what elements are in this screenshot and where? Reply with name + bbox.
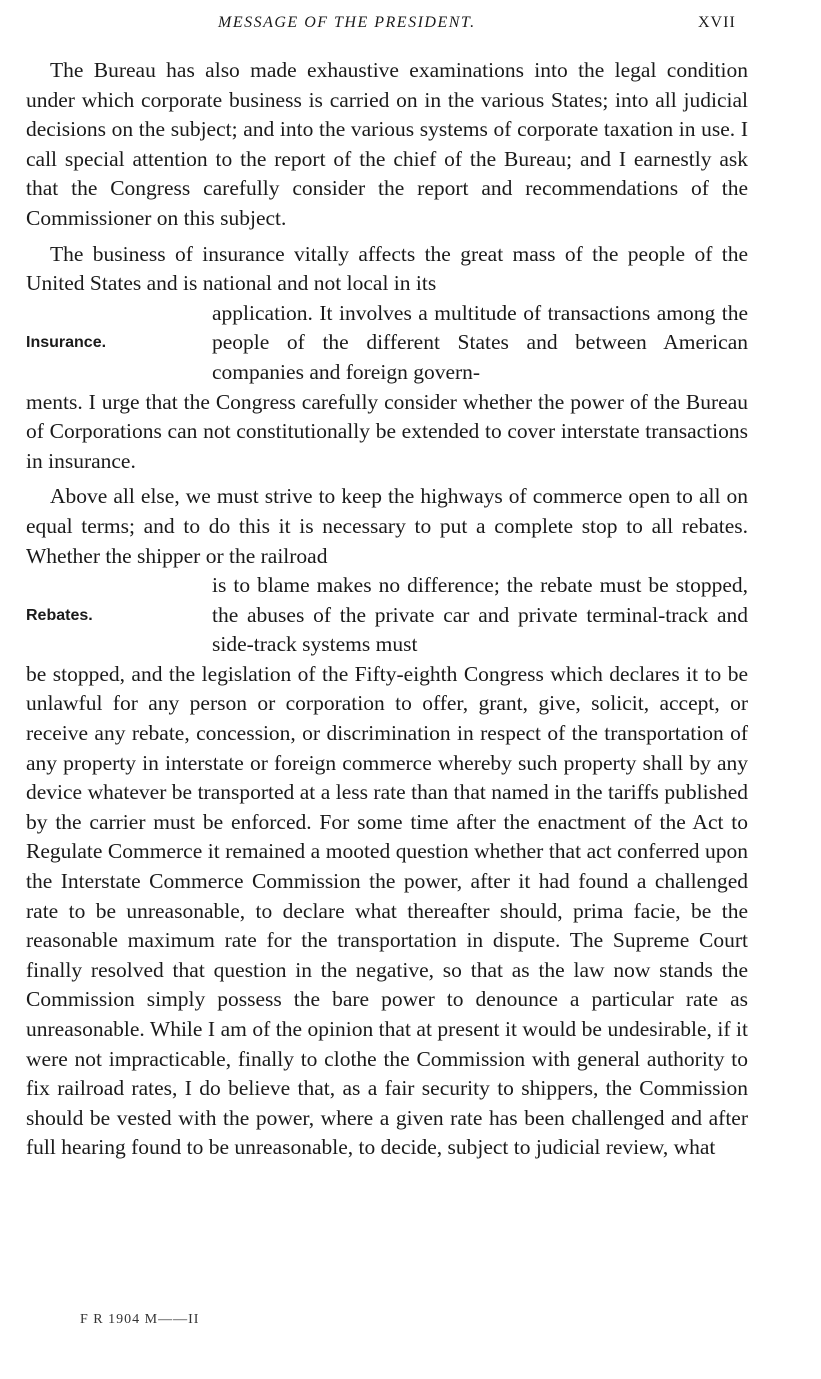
rebates-sidenote-block xyxy=(26,571,748,660)
paragraph-insurance-end: ments. I urge that the Congress carefully consider whether the power of the Bureau of Corporations can not constitutionally be extended to cover interstate transactions in insurance. xyxy=(26,389,748,473)
body-text xyxy=(26,56,748,1163)
paragraph-rebates-start: Above all else, we must strive to keep the highways of commerce open to all on equal terms; and to do this it is necessary to put a complete stop to all rebates. Whether the shipper or the railroad xyxy=(26,484,748,568)
sidenote-insurance: Insurance. xyxy=(26,334,107,352)
header-title: MESSAGE OF THE PRESIDENT. xyxy=(218,14,476,31)
signature-mark: F R 1904 M——II xyxy=(80,1312,200,1327)
paragraph-insurance-start: The business of insurance vitally affects the great mass of the people of the United States and is national and not local in its xyxy=(26,241,748,296)
paragraph-insurance-middle: application. It involves a multitude of transactions among the people of the different States and between American companies and foreign govern- xyxy=(212,300,748,384)
running-header xyxy=(0,12,821,38)
page-number: XVII xyxy=(698,14,736,31)
paragraph-bureau: The Bureau has also made exhaustive examinations into the legal condition under which corporate business is carried on in the various States; into all judicial decisions on the subject; and into the various systems of corporate taxation in use. I call special attention to the report of the chief of the Bureau; and I earnestly ask that the Congress carefully consider the report and recommendations of the Commissioner on this subject. xyxy=(26,58,748,230)
paragraph-rebates-middle: is to blame makes no difference; the rebate must be stopped, the abuses of the private car and private terminal-track and side-track systems must xyxy=(212,573,748,657)
sidenote-rebates: Rebates. xyxy=(26,606,93,624)
insurance-sidenote-block xyxy=(26,299,748,388)
paragraph-rebates-end: be stopped, and the legislation of the Fifty-eighth Congress which declares it to be unlawful for any person or corporation to offer, grant, give, solicit, accept, or receive any rebate, concession, or discrimination in respect of the transportation of any property in interstate or foreign commerce whereby such property shall by any device whatever be transported at a less rate than that named in the tariffs published by the carrier must be enforced. For some time after the enactment of the Act to Regulate Commerce it remained a mooted question whether that act conferred upon the Interstate Commerce Commission the power, after it had found a challenged rate to be unreasonable, to declare what thereafter should, prima facie, be the reasonable maximum rate for the transportation in dispute. The Supreme Court finally resolved that question in the negative, so that as the law now stands the Commission simply possess the bare power to denounce a particular rate as unreasonable. While I am of the opinion that at present it would be undesirable, if it were not impracticable, finally to clothe the Commission with general authority to fix railroad rates, I do believe that, as a fair security to shippers, the Commission should be vested with the power, where a given rate has been challenged and after full hearing found to be unreasonable, to decide, subject to judicial review, what xyxy=(26,661,748,1160)
